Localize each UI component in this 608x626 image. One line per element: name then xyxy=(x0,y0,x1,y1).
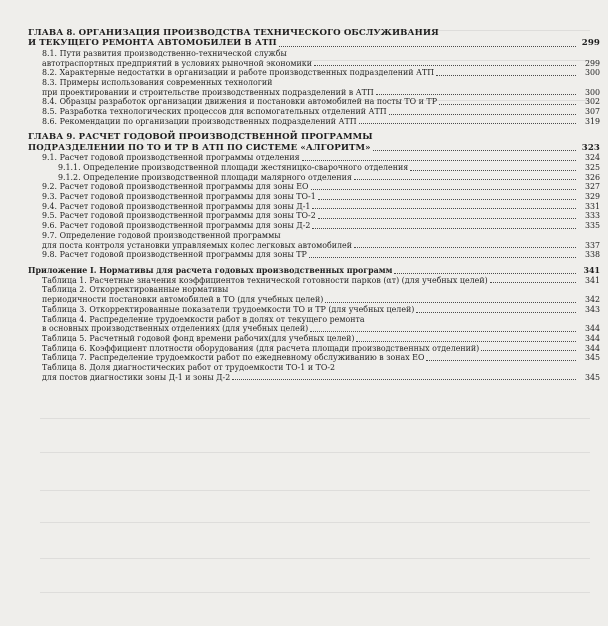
toc-entry xyxy=(28,97,600,107)
chapter-heading-text: Приложение I. Нормативы для расчета годовых производственных программ xyxy=(28,265,393,275)
dot-leader xyxy=(426,360,576,361)
toc-entry-text: 9.8. Расчет годовой производственной программы для зоны ТР xyxy=(42,250,307,260)
toc-entry xyxy=(28,68,600,78)
page-number: 345 xyxy=(584,353,600,363)
toc-entry-text: для постов диагностики зоны Д-1 и зоны Д-2 xyxy=(42,372,231,382)
page-number: 326 xyxy=(584,172,600,182)
toc-entry-text: автотраспортных предприятий в условиях рыночной экономики xyxy=(42,58,312,68)
toc-entry xyxy=(28,117,600,127)
page-number: 299 xyxy=(581,38,600,49)
dot-leader xyxy=(302,160,576,161)
chapter-heading-text: ПОДРАЗДЕЛЕНИЙ ПО ТО И ТР В АТП ПО СИСТЕМЕ «АЛГОРИТМ» xyxy=(28,142,371,153)
toc-entry: Таблица 8. Доля диагностических работ от трудоемкости ТО-1 и ТО-2 xyxy=(42,363,336,373)
toc-entry xyxy=(28,211,600,221)
toc-entry xyxy=(28,88,600,98)
page-number: 329 xyxy=(584,192,600,202)
page-number: 323 xyxy=(581,142,600,153)
toc-entry xyxy=(28,373,600,383)
toc-entry xyxy=(28,250,600,260)
page-number: 331 xyxy=(584,201,600,211)
toc-entry xyxy=(28,241,600,251)
dot-leader xyxy=(310,331,576,332)
page-number: 338 xyxy=(584,250,600,260)
page-number: 300 xyxy=(584,68,600,78)
chapter-heading xyxy=(28,266,600,276)
chapter-heading xyxy=(28,38,600,48)
toc-entry-text: 9.3. Расчет годовой производственной программы для зоны ТО-1 xyxy=(42,192,316,202)
dot-leader xyxy=(376,94,576,95)
toc-entry-text: Таблица 5. Расчетный годовой фонд времени рабочих(для учебных целей) xyxy=(42,333,355,343)
page-number: 299 xyxy=(584,58,600,68)
toc-entry-text: 9.5. Расчет годовой производственной программы для зоны ТО-2 xyxy=(42,211,316,221)
toc-entry-text: 9.1.1. Определение производственной площади жестяницко-сварочного отделения xyxy=(58,162,409,172)
table-of-contents xyxy=(28,28,600,382)
dot-leader xyxy=(436,75,576,76)
toc-entry-text: 9.6. Расчет годовой производственной программы для зоны Д-2 xyxy=(42,221,311,231)
dot-leader xyxy=(354,247,576,248)
chapter-heading: ГЛАВА 9. РАСЧЕТ ГОДОВОЙ ПРОИЗВОДСТВЕННОЙ ПРОГРАММЫ xyxy=(28,132,373,143)
dot-leader xyxy=(359,123,576,124)
toc-entry-text: 9.2. Расчет годовой производственной программы для зоны ЕО xyxy=(42,182,309,192)
toc-entry-text: 8.4. Образцы разработок организации движения и постановки автомобилей на посты ТО и ТР xyxy=(42,97,437,107)
page-number: 341 xyxy=(584,275,600,285)
toc-entry-text: Таблица 1. Расчетные значения коэффициентов технической готовности парков (αт) (для учебных целей) xyxy=(42,275,488,285)
page-number: 327 xyxy=(584,182,600,192)
toc-entry-text: 8.6. Рекомендации по организации производственных подразделений АТП xyxy=(42,116,357,126)
toc-entry-text: Таблица 6. Коэффициент плотности оборудования (для расчета площади производственных отделений) xyxy=(42,343,480,353)
toc-entry: 8.1. Пути развития производственно-технической службы xyxy=(42,48,287,58)
dot-leader xyxy=(314,65,576,66)
chapter-heading-text: И ТЕКУЩЕГО РЕМОНТА АВТОМОБИЛЕЙ В АТП xyxy=(28,38,277,49)
page-number: 344 xyxy=(584,324,600,334)
dot-leader xyxy=(312,228,576,229)
page-number: 307 xyxy=(584,107,600,117)
toc-entry-text: 8.5. Разработка технологических процессов для вспомогательных отделений АТП xyxy=(42,107,387,117)
dot-leader xyxy=(394,273,576,274)
page-number: 300 xyxy=(584,87,600,97)
toc-entry xyxy=(28,353,600,363)
dot-leader xyxy=(490,282,576,283)
toc-entry-text: для поста контроля установки управляемых колес легковых автомобилей xyxy=(42,240,352,250)
dot-leader xyxy=(318,199,576,200)
toc-entry xyxy=(28,107,600,117)
dot-leader xyxy=(354,179,576,180)
toc-entry xyxy=(28,295,600,305)
page-number: 341 xyxy=(583,265,600,275)
toc-entry-text: Таблица 7. Распределение трудоемкости работ по ежедневному обслуживанию в зонах ЕО xyxy=(42,353,425,363)
dot-leader xyxy=(416,312,576,313)
page-number: 342 xyxy=(584,295,600,305)
toc-entry: 9.7. Определение годовой производственной программы xyxy=(42,230,281,240)
dot-leader xyxy=(312,208,576,209)
toc-entry-text: 8.2. Характерные недостатки в организации и работе производственных подразделений АТП xyxy=(42,68,435,78)
toc-entry xyxy=(28,344,600,354)
dot-leader xyxy=(325,302,576,303)
toc-entry xyxy=(28,173,600,183)
page-number: 344 xyxy=(584,333,600,343)
toc-entry xyxy=(28,334,600,344)
page-number: 337 xyxy=(584,240,600,250)
toc-entry: Таблица 4. Распределение трудоемкости работ в долях от текущего ремонта xyxy=(42,314,365,324)
dot-leader xyxy=(309,257,576,258)
toc-entry xyxy=(28,221,600,231)
dot-leader xyxy=(389,114,576,115)
toc-entry-text: 9.1.2. Определение производственной площади малярного отделения xyxy=(58,172,352,182)
page-number: 325 xyxy=(584,162,600,172)
toc-entry xyxy=(28,163,600,173)
page-number: 335 xyxy=(584,221,600,231)
dot-leader xyxy=(279,46,576,47)
toc-entry-text: Таблица 3. Откорректированные показатели трудоемкости ТО и ТР (для учебных целей) xyxy=(42,304,415,314)
dot-leader xyxy=(311,189,576,190)
dot-leader xyxy=(356,341,576,342)
page-number: 345 xyxy=(584,372,600,382)
toc-entry xyxy=(28,202,600,212)
page-number: 302 xyxy=(584,97,600,107)
dot-leader xyxy=(232,379,576,380)
dot-leader xyxy=(410,170,576,171)
toc-entry xyxy=(28,276,600,286)
toc-entry xyxy=(28,153,600,163)
toc-entry xyxy=(28,192,600,202)
page-number: 343 xyxy=(584,304,600,314)
dot-leader xyxy=(373,150,576,151)
toc-entry: Таблица 2. Откорректированные нормативы xyxy=(42,285,229,295)
toc-entry-text: в основных производственных отделениях (для учебных целей) xyxy=(42,324,309,334)
chapter-heading: ГЛАВА 8. ОРГАНИЗАЦИЯ ПРОИЗВОДСТВА ТЕХНИЧЕСКОГО ОБСЛУЖИВАНИЯ xyxy=(28,28,439,38)
toc-entry-text: 9.4. Расчет годовой производственной программы для зоны Д-1 xyxy=(42,201,311,211)
dot-leader xyxy=(318,218,576,219)
page-number: 333 xyxy=(584,211,600,221)
toc-entry: 8.3. Примеры использования современных технологий xyxy=(42,77,273,87)
page-number: 319 xyxy=(584,116,600,126)
toc-entry xyxy=(28,324,600,334)
toc-entry-text: 9.1. Расчет годовой производственной программы отделения xyxy=(42,153,300,163)
dot-leader xyxy=(481,350,576,351)
chapter-heading xyxy=(28,143,600,153)
page-number: 344 xyxy=(584,343,600,353)
page-number: 324 xyxy=(584,153,600,163)
toc-entry xyxy=(28,59,600,69)
toc-entry-text: периодичности постановки автомобилей в ТО (для учебных целей) xyxy=(42,295,324,305)
toc-entry xyxy=(28,182,600,192)
toc-entry xyxy=(28,305,600,315)
dot-leader xyxy=(439,104,576,105)
toc-entry-text: при проектировании и строительстве производственных подразделений в АТП xyxy=(42,87,374,97)
